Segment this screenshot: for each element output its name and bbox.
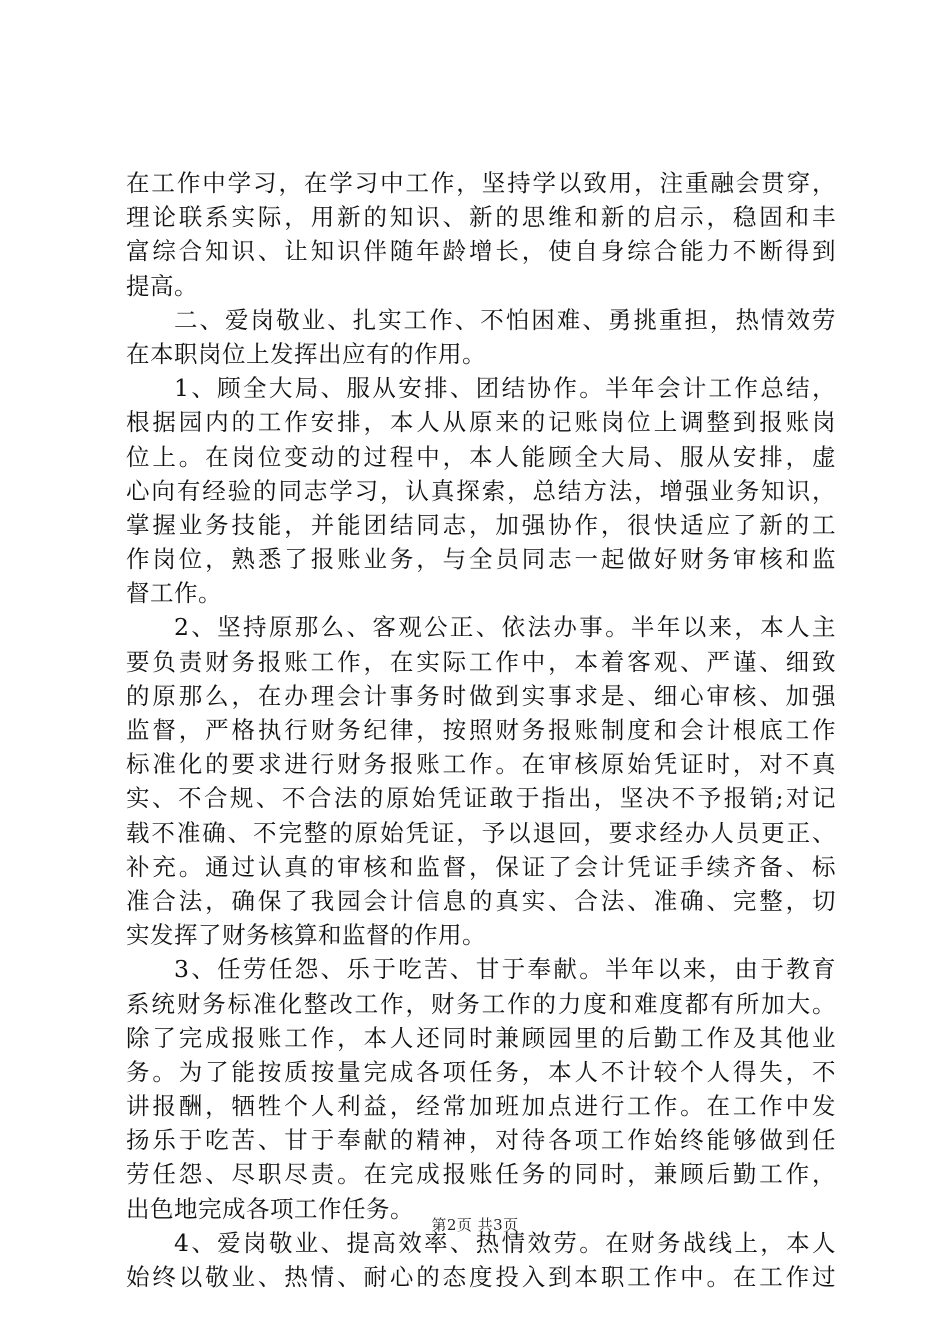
text-line: 根据园内的工作安排，本人从原来的记账岗位上调整到报账岗 <box>126 408 836 437</box>
text-line: 准合法，确保了我园会计信息的真实、合法、准确、完整，切 <box>126 886 836 915</box>
text-line: 作岗位，熟悉了报账业务，与全员同志一起做好财务审核和监 <box>126 545 836 574</box>
text-line: 除了完成报账工作，本人还同时兼顾园里的后勤工作及其他业 <box>126 1023 836 1052</box>
text-line: 实、不合规、不合法的原始凭证敢于指出，坚决不予报销;对记 <box>126 784 836 813</box>
section-heading-line: 二、爱岗敬业、扎实工作、不怕困难、勇挑重担，热情效劳 <box>174 305 836 334</box>
text-line: 始终以敬业、热情、耐心的态度投入到本职工作中。在工作过 <box>126 1263 836 1291</box>
text-line: 掌握业务技能，并能团结同志，加强协作，很快适应了新的工 <box>126 510 836 539</box>
text-line: 出色地完成各项工作任务。 <box>126 1194 414 1223</box>
text-line: 载不准确、不完整的原始凭证，予以退回，要求经办人员更正、 <box>126 818 836 847</box>
text-line: 讲报酬，牺牲个人利益，经常加班加点进行工作。在工作中发 <box>126 1092 836 1121</box>
text-line: 系统财务标准化整改工作，财务工作的力度和难度都有所加大。 <box>126 989 836 1018</box>
text-line: 劳任怨、尽职尽责。在完成报账任务的同时，兼顾后勤工作， <box>126 1160 836 1189</box>
text-line: 4、爱岗敬业、提高效率、热情效劳。在财务战线上，本人 <box>174 1228 836 1257</box>
section-heading-line: 在本职岗位上发挥出应有的作用。 <box>126 339 486 368</box>
text-line: 心向有经验的同志学习，认真探索，总结方法，增强业务知识， <box>126 476 836 505</box>
text-line: 要负责财务报账工作，在实际工作中，本着客观、严谨、细致 <box>126 647 836 676</box>
text-line: 3、任劳任怨、乐于吃苦、甘于奉献。半年以来，由于教育 <box>174 955 836 984</box>
text-line: 的原那么，在办理会计事务时做到实事求是、细心审核、加强 <box>126 681 836 710</box>
page-footer: 第2页 共3页 <box>431 1216 519 1234</box>
text-line: 扬乐于吃苦、甘于奉献的精神，对待各项工作始终能够做到任 <box>126 1126 836 1155</box>
text-line: 标准化的要求进行财务报账工作。在审核原始凭证时，对不真 <box>126 750 836 779</box>
text-line: 实发挥了财务核算和监督的作用。 <box>126 921 486 950</box>
text-line: 理论联系实际，用新的知识、新的思维和新的启示，稳固和丰 <box>126 203 836 232</box>
text-line: 督工作。 <box>126 579 222 608</box>
text-line: 位上。在岗位变动的过程中，本人能顾全大局、服从安排，虚 <box>126 442 836 471</box>
text-line: 2、坚持原那么、客观公正、依法办事。半年以来，本人主 <box>174 613 836 642</box>
text-line: 1、顾全大局、服从安排、团结协作。半年会计工作总结， <box>174 374 836 403</box>
text-line: 务。为了能按质按量完成各项任务，本人不计较个人得失，不 <box>126 1057 836 1086</box>
text-line: 补充。通过认真的审核和监督，保证了会计凭证手续齐备、标 <box>126 852 836 881</box>
text-line: 富综合知识、让知识伴随年龄增长，使自身综合能力不断得到 <box>126 237 836 266</box>
text-line: 在工作中学习，在学习中工作，坚持学以致用，注重融会贯穿， <box>126 169 836 197</box>
text-line: 提高。 <box>126 271 198 300</box>
text-line: 监督，严格执行财务纪律，按照财务报账制度和会计根底工作 <box>126 716 836 744</box>
body-text <box>126 166 836 1294</box>
